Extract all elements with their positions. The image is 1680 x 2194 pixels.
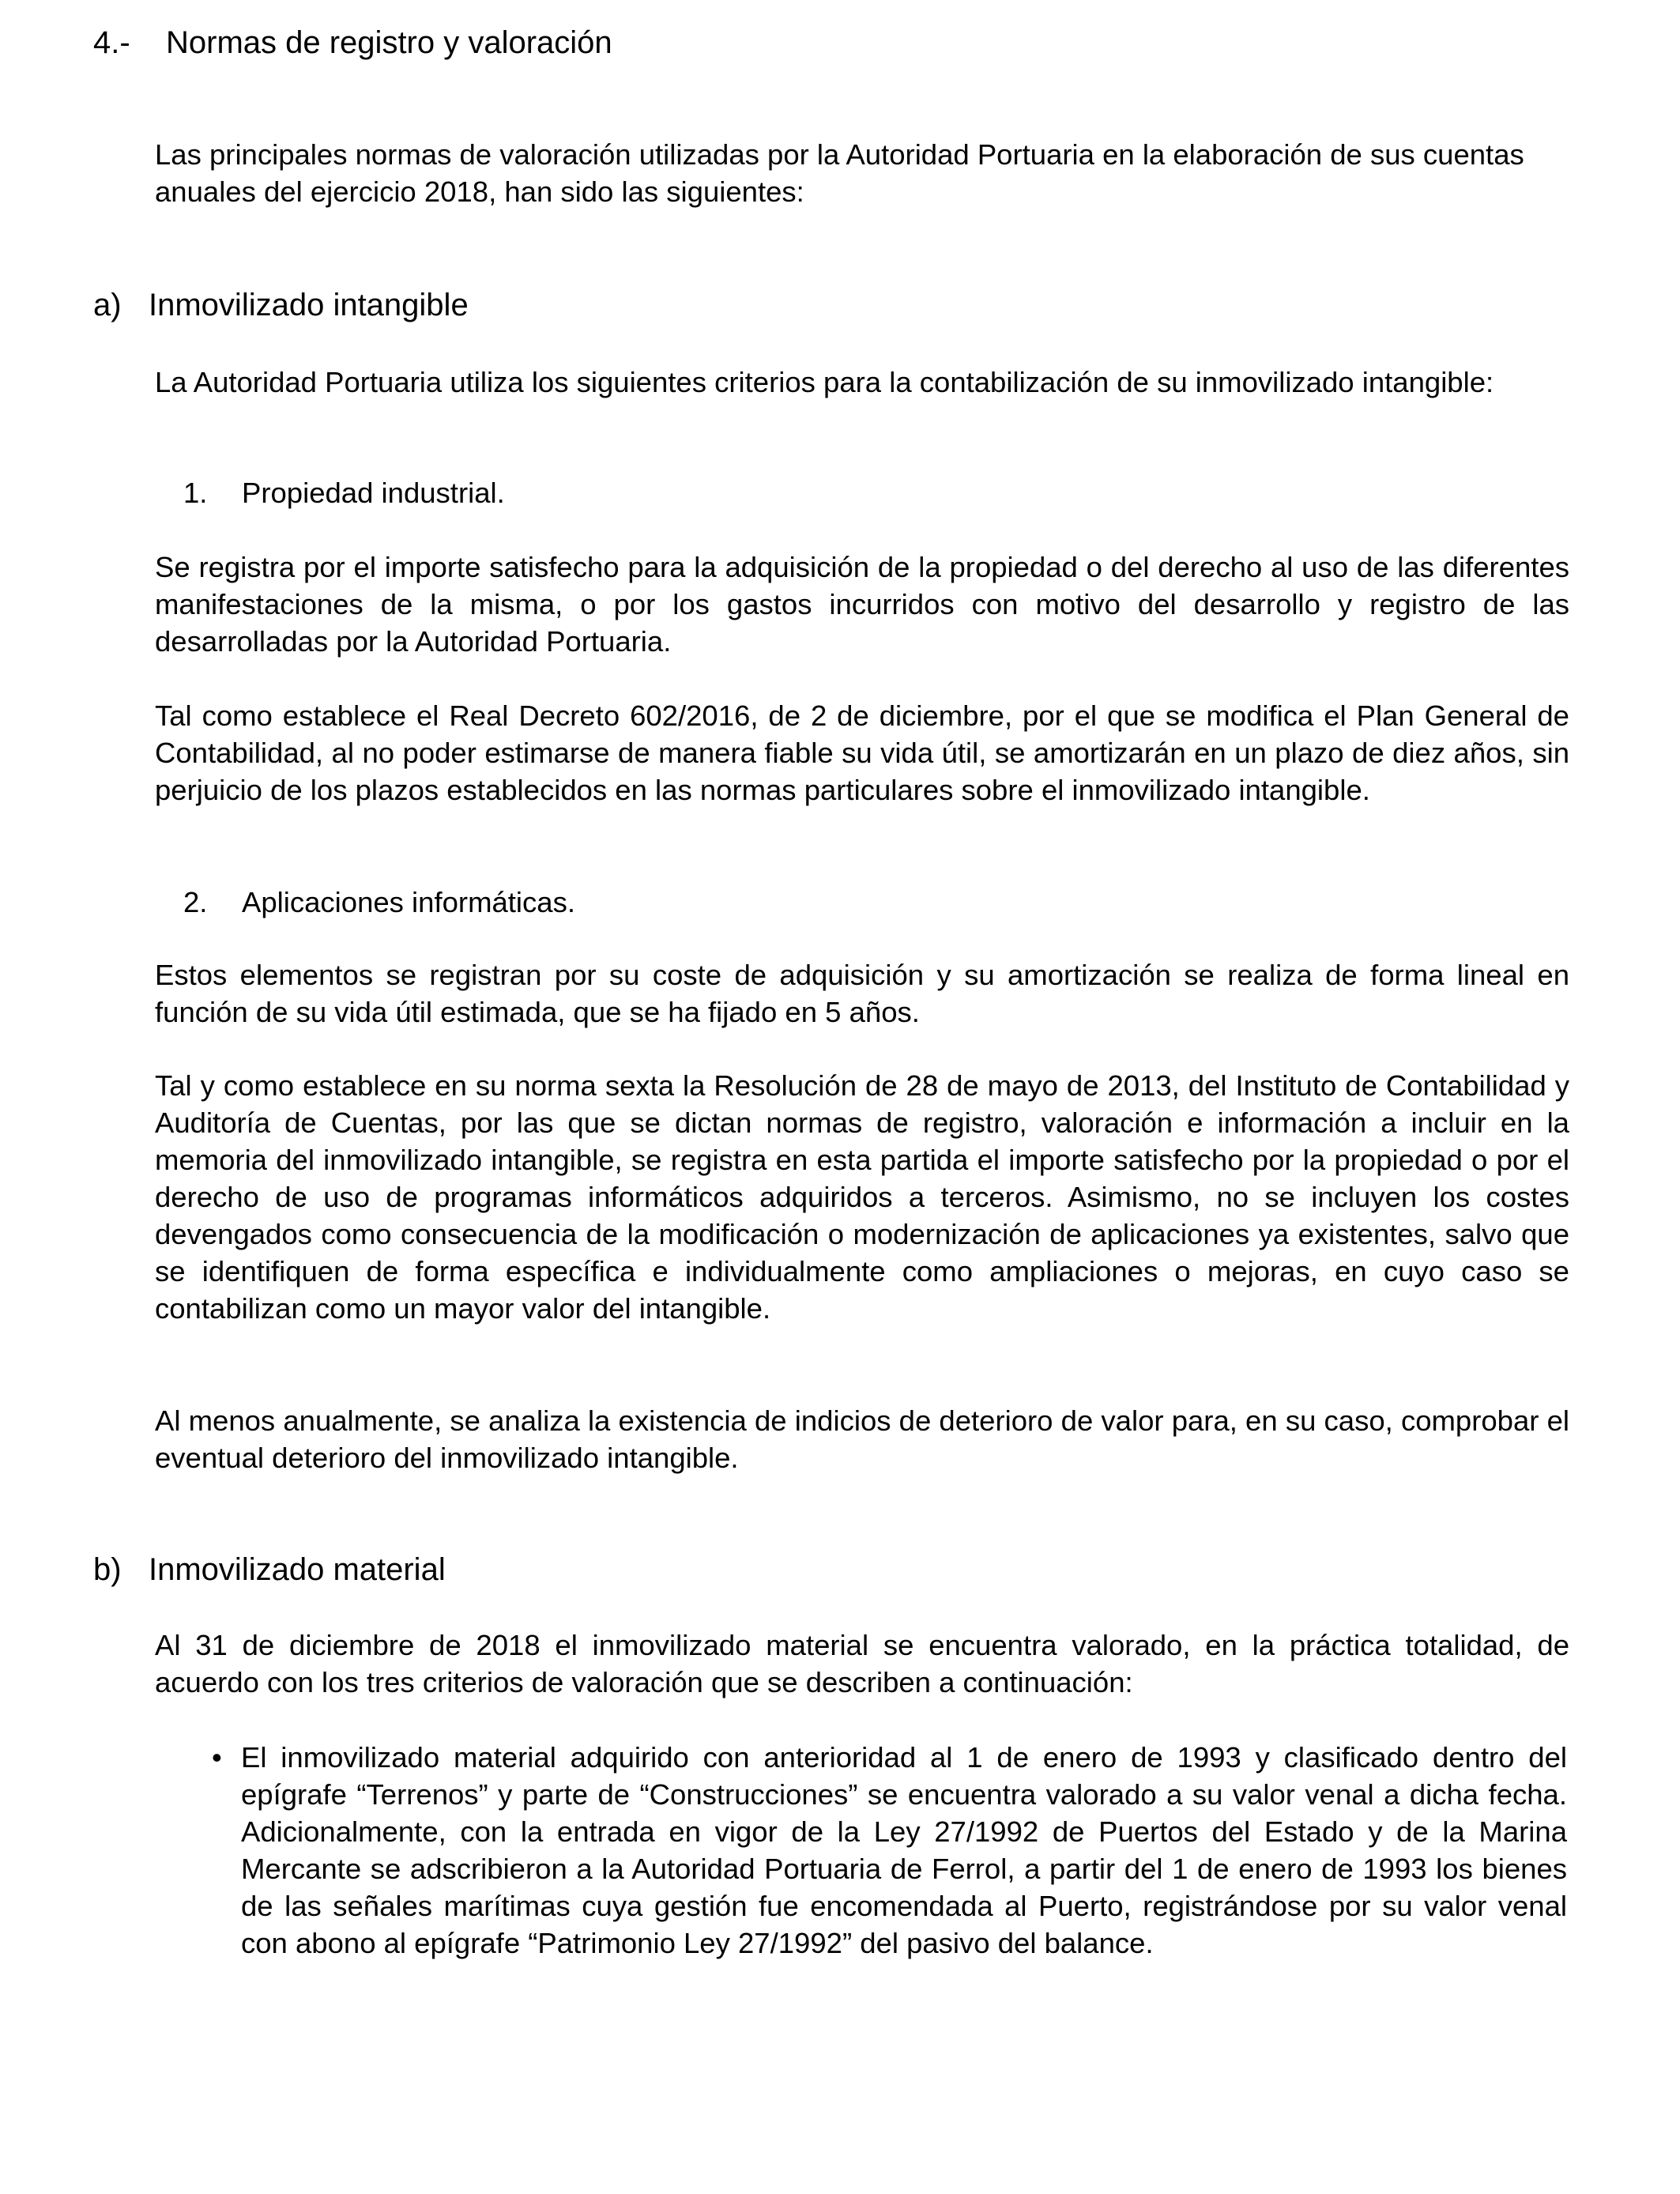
list-item-number: 2. xyxy=(183,886,208,918)
bullet-item-text: El inmovilizado material adquirido con anterioridad al 1 de enero de 1993 y clasificado dentro del epígrafe “Terrenos” y parte de “Construcciones” se encuentra valorado a su valor venal a dicha fecha. Adicionalmente, con la entrada en vigor de la Ley 27/1992 de Puertos del Estado y de la Marina Mercante se adscribieron a la Autoridad Portuaria de Ferrol, a partir del 1 de enero de 1993 los bienes de las señales marítimas cuya gestión fue encomendada al Puerto, registrándose por su valor venal con abono al epígrafe “Patrimonio Ley 27/1992” del pasivo del balance. xyxy=(241,1741,1567,1959)
list-item-number: 1. xyxy=(183,477,208,509)
list-item-aplicaciones-informaticas xyxy=(183,884,575,921)
subsection-a-intro: La Autoridad Portuaria utiliza los siguientes criterios para la contabilización de su inmovilizado intangible: xyxy=(155,366,1494,398)
aplicaciones-paragraph-3: Al menos anualmente, se analiza la existencia de indicios de deterioro de valor para, en su caso, comprobar el eventual deterioro del inmovilizado intangible. xyxy=(155,1404,1569,1474)
intro-paragraph: Las principales normas de valoración utilizadas por la Autoridad Portuaria en la elaboración de sus cuentas anuales del ejercicio 2018, han sido las siguientes: xyxy=(155,138,1524,208)
propiedad-industrial-paragraph-2: Tal como establece el Real Decreto 602/2016, de 2 de diciembre, por el que se modifica el Plan General de Contabilidad, al no poder estimarse de manera fiable su vida útil, se amortizarán en un plazo de diez años, sin perjuicio de los plazos establecidos en las normas particulares sobre el inmovilizado intangible. xyxy=(155,699,1569,806)
section-number: 4.- xyxy=(93,25,130,60)
subsection-b-title: Inmovilizado material xyxy=(149,1552,446,1587)
subsection-b-heading xyxy=(93,1551,446,1589)
section-heading xyxy=(93,24,612,62)
propiedad-industrial-paragraph-1: Se registra por el importe satisfecho para la adquisición de la propiedad o del derecho al uso de las diferentes manifestaciones de la misma, o por los gastos incurridos con motivo del desarrollo y registro de las desarrolladas por la Autoridad Portuaria. xyxy=(155,551,1569,658)
subsection-a-letter: a) xyxy=(93,288,122,322)
aplicaciones-paragraph-2: Tal y como establece en su norma sexta la Resolución de 28 de mayo de 2013, del Instituto de Contabilidad y Auditoría de Cuentas, por las que se dictan normas de registro, valoración e información a incluir en la memoria del inmovilizado intangible, se registra en esta partida el importe satisfecho por la propiedad o por el derecho de uso de programas informáticos adquiridos a terceros. Asimismo, no se incluyen los costes devengados como consecuencia de la modificación o modernización de aplicaciones ya existentes, salvo que se identifiquen de forma específica e individualmente como ampliaciones o mejoras, en cuyo caso se contabilizan como un mayor valor del intangible. xyxy=(155,1069,1569,1325)
list-item-label: Aplicaciones informáticas. xyxy=(242,886,575,918)
subsection-b-letter: b) xyxy=(93,1552,122,1587)
subsection-a-title: Inmovilizado intangible xyxy=(149,288,469,322)
subsection-a-heading xyxy=(93,286,469,324)
list-item-propiedad-industrial xyxy=(183,474,505,511)
bullet-icon: • xyxy=(212,1741,222,1774)
section-title: Normas de registro y valoración xyxy=(166,25,612,60)
list-item-label: Propiedad industrial. xyxy=(242,477,505,509)
aplicaciones-paragraph-1: Estos elementos se registran por su coste de adquisición y su amortización se realiza de forma lineal en función de su vida útil estimada, que se ha fijado en 5 años. xyxy=(155,959,1569,1028)
subsection-b-intro: Al 31 de diciembre de 2018 el inmovilizado material se encuentra valorado, en la práctica totalidad, de acuerdo con los tres criterios de valoración que se describen a continuación: xyxy=(155,1629,1569,1698)
